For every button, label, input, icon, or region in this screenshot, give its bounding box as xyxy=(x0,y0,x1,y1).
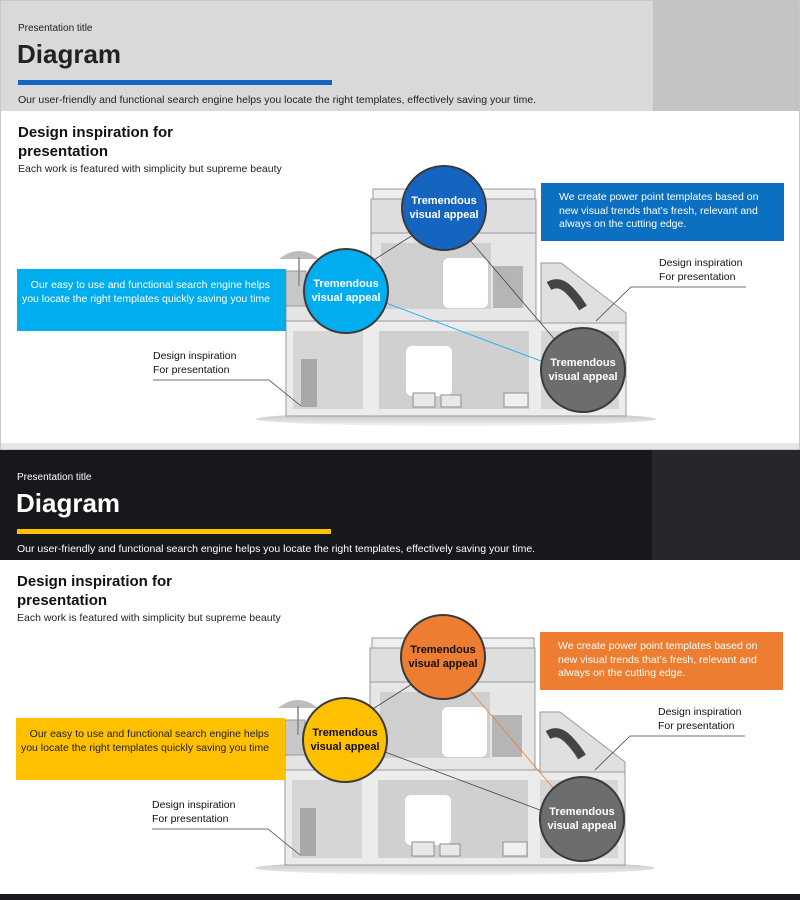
label-right xyxy=(659,257,742,284)
circle-top-text: Tremendous visual appeal xyxy=(409,195,479,221)
label-left-line2: For presentation xyxy=(153,363,230,376)
circle-left-text: Tremendous visual appeal xyxy=(310,727,380,753)
page-title: Diagram xyxy=(16,488,121,518)
connector-lines xyxy=(1,1,800,450)
label-right-line2: For presentation xyxy=(659,270,736,283)
circle-left xyxy=(303,248,389,334)
connector-right-label xyxy=(596,287,746,321)
label-left-line1: Design inspiration xyxy=(153,350,237,362)
label-left xyxy=(153,350,236,377)
circle-right xyxy=(540,327,626,413)
label-left-line1: Design inspiration xyxy=(152,799,236,811)
circle-left-text: Tremendous visual appeal xyxy=(311,278,381,304)
slide-orange xyxy=(0,450,800,900)
label-right-line1: Design inspiration xyxy=(658,706,742,718)
slide-bottom-rule xyxy=(0,894,800,900)
header-subtitle: Our user-friendly and functional search engine helps you locate the right templates, effectively saving your time. xyxy=(17,543,536,555)
section-subtitle: Each work is featured with simplicity but supreme beauty xyxy=(18,163,282,175)
circle-right-text: Tremendous visual appeal xyxy=(547,806,617,832)
connector-top-left xyxy=(368,684,412,712)
connector-top-right xyxy=(469,239,556,341)
section-title: Design inspiration for presentation xyxy=(17,573,173,609)
connector-right-label xyxy=(595,736,745,770)
connector-left-label xyxy=(153,380,301,406)
label-right-line1: Design inspiration xyxy=(659,257,743,269)
header-subtitle: Our user-friendly and functional search engine helps you locate the right templates, effectively saving your time. xyxy=(18,94,537,106)
page-title: Diagram xyxy=(17,39,122,69)
connector-left-right xyxy=(385,752,540,810)
section-subtitle: Each work is featured with simplicity but supreme beauty xyxy=(17,612,281,624)
presentation-title: Presentation title xyxy=(17,472,92,483)
circle-top xyxy=(401,165,487,251)
label-right xyxy=(658,706,741,733)
slide-bottom-rule xyxy=(1,443,800,449)
connector-top-right xyxy=(468,688,555,790)
circle-right-text: Tremendous visual appeal xyxy=(548,357,618,383)
right-info-text: We create power point templates based on new visual trends that’s fresh, relevant and always on the cutting edge. xyxy=(559,191,759,230)
circle-left xyxy=(302,697,388,783)
circle-top xyxy=(400,614,486,700)
label-right-line2: For presentation xyxy=(658,719,735,732)
right-info-text: We create power point templates based on new visual trends that’s fresh, relevant and always on the cutting edge. xyxy=(558,640,758,679)
connector-left-right xyxy=(386,303,541,361)
left-info-text: Our easy to use and functional search engine helps you locate the right templates quickly saving you time xyxy=(21,279,270,305)
connector-top-left xyxy=(369,235,413,263)
section-title: Design inspiration for presentation xyxy=(18,124,174,160)
presentation-title: Presentation title xyxy=(18,23,93,34)
connector-lines xyxy=(0,450,800,900)
left-info-text: Our easy to use and functional search engine helps you locate the right templates quickly saving you time xyxy=(20,728,269,754)
connector-left-label xyxy=(152,829,300,855)
label-left-line2: For presentation xyxy=(152,812,229,825)
label-left xyxy=(152,799,235,826)
circle-right xyxy=(539,776,625,862)
circle-top-text: Tremendous visual appeal xyxy=(408,644,478,670)
